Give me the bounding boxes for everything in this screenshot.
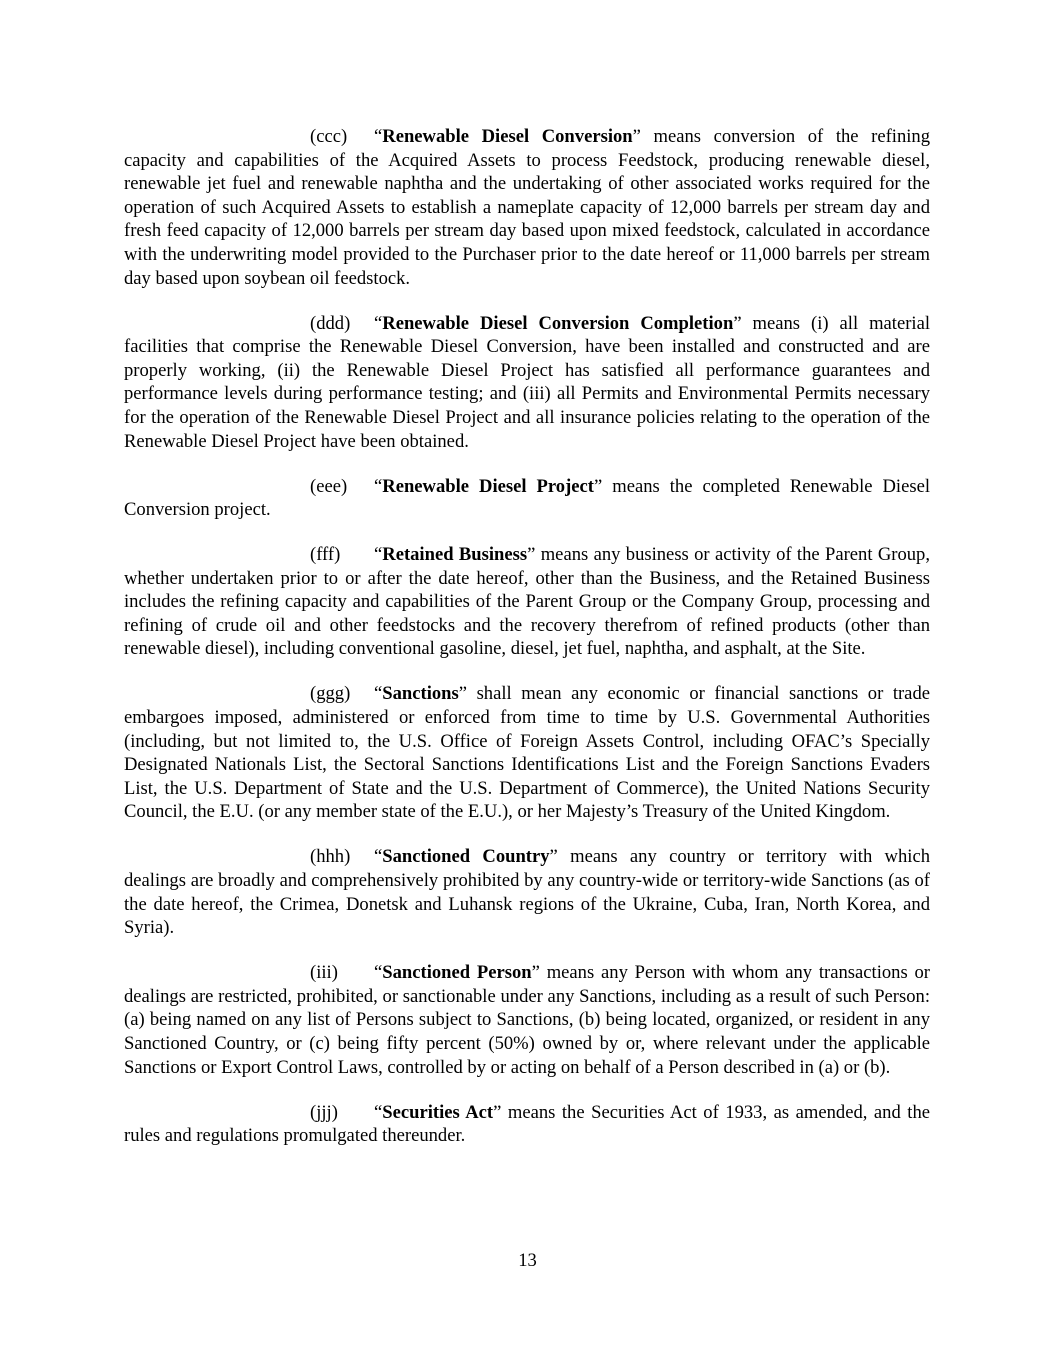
definition-ddd — [124, 312, 930, 454]
defined-term: Renewable Diesel Conversion — [382, 126, 633, 147]
close-quote: ” — [531, 962, 540, 984]
definition-label: (jjj) — [310, 1101, 338, 1123]
close-quote: ” — [632, 126, 641, 147]
definition-text: means conversion of the refining capacity and capabilities of the Acquired Assets to process Feedstock, producing renewable diesel, renewable jet fuel and renewable naphtha and the undertaking of other associated works required for the operation of such Acquired Assets to establish a nameplate capacity of 12,000 barrels per stream day and fresh feed capacity of 12,000 barrels per stream day based upon mixed feedstock, calculated in accordance with the underwriting model provided to the Purchaser prior to the date hereof or 11,000 barrels per stream day based upon soybean oil feedstock. — [124, 126, 931, 289]
definition-label: (ggg) — [310, 683, 351, 705]
open-quote: “ — [374, 544, 383, 566]
open-quote: “ — [374, 846, 383, 868]
definition-iii — [124, 961, 930, 1079]
defined-term: Sanctions — [382, 683, 459, 705]
defined-term: Renewable Diesel Project — [382, 475, 594, 497]
close-quote: ” — [493, 1101, 502, 1123]
definition-ccc — [124, 125, 930, 290]
definition-hhh — [124, 845, 930, 939]
definition-label: (hhh) — [310, 846, 351, 868]
definition-text: means any Person with whom any transactions or dealings are restricted, prohibited, or sanctionable under any Sanctions, including as a result of such Person: (a) being named on any list of Persons subject to Sanctions, (b) being located, organized, or resident in any Sanctioned Country, or (c) being fifty percent (50%) owned by or, where relevant under the applicable Sanctions or Export Control Laws, controlled by or acting on behalf of a Person described in (a) or (b). — [124, 962, 930, 1078]
open-quote: “ — [374, 683, 383, 705]
definition-label: (fff) — [310, 544, 341, 566]
close-quote: ” — [458, 683, 467, 705]
close-quote: ” — [549, 846, 558, 868]
definition-ggg — [124, 682, 930, 824]
open-quote: “ — [374, 962, 383, 984]
definition-eee — [124, 475, 930, 522]
open-quote: “ — [374, 312, 383, 334]
definition-text: means the Securities Act of 1933, as amended, and the rules and regulations promulgated thereunder. — [124, 1101, 931, 1147]
definition-text: means any country or territory with which dealings are broadly and comprehensively prohibited by any country-wide or territory-wide Sanctions (as of the date hereof, the Crimea, Donetsk and Luhansk regions of the Ukraine, Cuba, Iran, North Korea, and Syria). — [124, 846, 930, 939]
definition-label: (ccc) — [310, 126, 348, 147]
definition-text: means the completed Renewable Diesel Conversion project. — [124, 475, 930, 521]
definition-label: (eee) — [310, 475, 348, 497]
definition-text: shall mean any economic or financial sanctions or trade embargoes imposed, administered or enforced from time to time by U.S. Governmental Authorities (including, but not limited to, the U.S. Office of Foreign Assets Control, including OFAC’s Specially Designated Nationals List, the Sectoral Sanctions Identifications List and the Foreign Sanctions Evaders List, the U.S. Department of State and the U.S. Department of Commerce), the United Nations Security Council, the E.U. (or any member state of the E.U.), or her Majesty’s Treasury of the United Kingdom. — [124, 683, 930, 823]
close-quote: ” — [593, 475, 603, 497]
defined-term: Retained Business — [382, 544, 528, 566]
open-quote: “ — [374, 126, 383, 147]
close-quote: ” — [733, 312, 742, 334]
defined-term: Sanctioned Person — [382, 962, 532, 984]
open-quote: “ — [374, 475, 383, 497]
defined-term: Securities Act — [382, 1101, 494, 1123]
definition-label: (iii) — [310, 962, 338, 984]
page-number: 13 — [518, 1250, 537, 1271]
definition-text: means (i) all material facilities that comprise the Renewable Diesel Conversion, have been installed and constructed and are properly working, (ii) the Renewable Diesel Project has satisfied all performance guarantees and performance levels during performance testing; and (iii) all Permits and Environmental Permits necessary for the operation of the Renewable Diesel Project and all insurance policies relating to the operation of the Renewable Diesel Project have been obtained. — [124, 312, 930, 452]
definition-fff — [124, 543, 930, 661]
definitions-section — [124, 125, 930, 1169]
defined-term: Renewable Diesel Conversion Completion — [382, 312, 734, 334]
definition-text: means any business or activity of the Parent Group, whether undertaken prior to or after the date hereof, other than the Business, and the Retained Business includes the refining capacity and capabilities of the Parent Group or the Company Group, processing and refining of crude oil and other feedstocks and the recovery therefrom of refined products (other than renewable diesel), including conventional gasoline, diesel, jet fuel, naphtha, and asphalt, at the Site. — [124, 544, 930, 660]
definition-label: (ddd) — [310, 312, 351, 334]
definition-jjj — [124, 1101, 930, 1148]
defined-term: Sanctioned Country — [382, 846, 550, 868]
open-quote: “ — [374, 1101, 383, 1123]
close-quote: ” — [527, 544, 536, 566]
